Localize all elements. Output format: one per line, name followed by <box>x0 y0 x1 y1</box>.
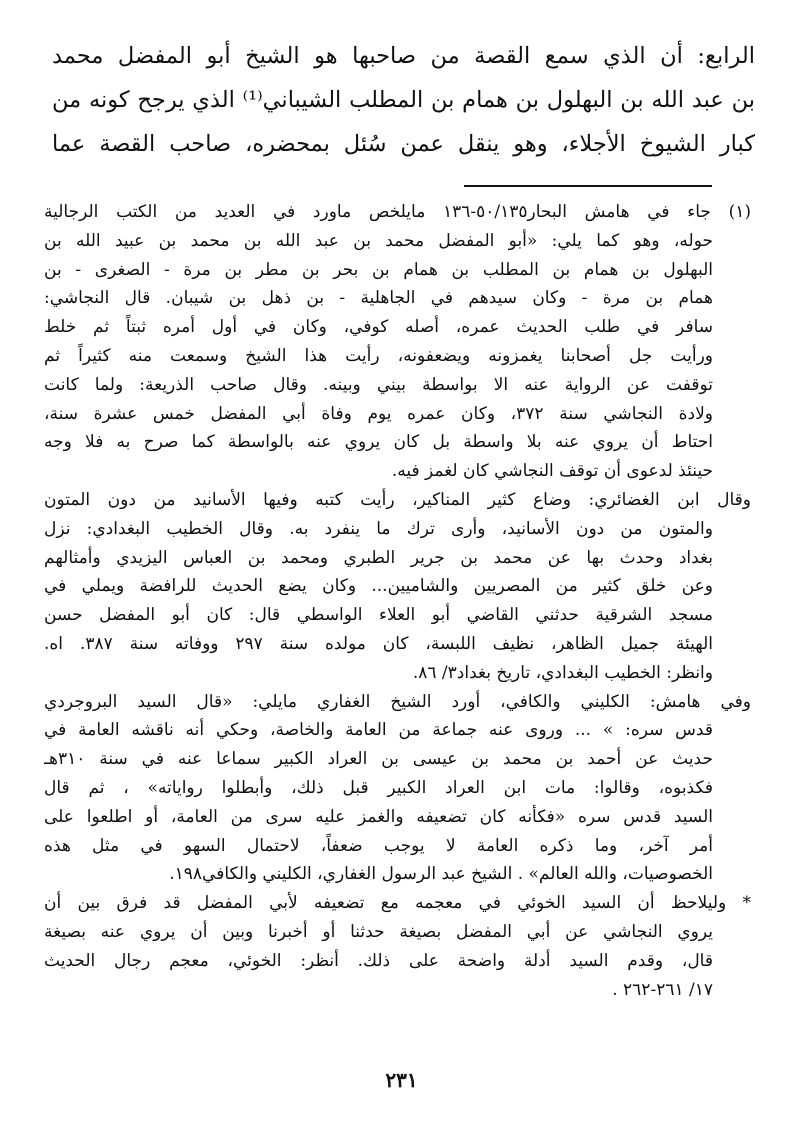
footnote-line: سافر في طلب الحديث عمره، أصله كوفي، وكان في أول أمره ثبتاً ثم خلط <box>44 317 713 338</box>
footnote-line: السيد قدس سره «فكأنه كان تضعيفه والغمز عليه سرى من العامة، أو اطلعوا على <box>44 806 713 827</box>
footnote-line: الهيئة جميل الظاهر، نظيف اللبسة، كان مولده سنة ٢٩٧ ووفاته سنة ٣٨٧. اه. <box>44 633 713 654</box>
footnote-line: حينئذ لدعوى أن توقف النجاشي كان لغمز فيه. <box>391 461 713 482</box>
footnote-line: فكذبوه، وقالوا: مات ابن العراد الكبير قبل ذلك، وأبطلوا رواياته» ، ثم قال <box>44 777 713 798</box>
footnote-marker: (١) <box>728 202 751 222</box>
footnote-line: همام بن مرة - وكان سيدهم في الجاهلية - بن ذهل بن شيبان. قال النجاشي: <box>44 288 713 309</box>
footnote-line: والمتون من دون الأسانيد، وأرى ترك ما ينفرد به. وقال الخطيب البغدادي: نزل <box>44 518 713 539</box>
footnote-line: الخصوصيات، والله العالم» . الشيخ عبد الرسول الغفاري، الكليني والكافي١٩٨. <box>169 864 713 885</box>
main-text-line: الرابع: أن الذي سمع القصة من صاحبها هو الشيخ أبو المفضل محمد <box>52 43 755 69</box>
footnote-line: البهلول بن همام بن المطلب بن همام بن بحر بن مطر بن مرة - الصغرى - بن <box>44 259 713 280</box>
footnote-line: بغداد وحدث بها عن محمد بن جرير الطبري ومحمد بن العباس اليزيدي وأمثالهم <box>44 547 713 568</box>
footnote-line: قدس سره: » ... وروى عنه جماعة من العامة والخاصة، وحكي أنه ناقشه العامة في <box>44 720 713 741</box>
footnote-line: توقفت عن الرواية عنه الا بواسطة بيني وبينه. وقال صاحب الذريعة: ولما كانت <box>44 374 713 395</box>
page-number: ٢٣١ <box>385 1068 418 1092</box>
main-text-line: بن عبد الله بن البهلول بن همام بن المطلب الشيباني⁽¹⁾ الذي يرجح كونه من <box>52 87 755 113</box>
footnote-line: أمر آخر، وما ذكره العامة لا يوجب ضعفاً، لاحتمال السهو في مثل هذه <box>44 835 713 856</box>
footnote-line: وفي هامش: الكليني والكافي، أورد الشيخ الغفاري مايلي: «قال السيد البروجردي <box>44 691 751 712</box>
main-text <box>52 34 755 166</box>
footnote-line: يروي النجاشي عن أبي المفضل بصيغة حدثنا أو أخبرنا وبين أن يروي عنه بصيغة <box>44 921 713 942</box>
footnote-line: مسجد الشرقية حدثني القاضي أبو العلاء الواسطي قال: كان أبو المفضل حسن <box>44 605 713 626</box>
footnote-line <box>44 198 751 227</box>
footnote-line: ولادة النجاشي سنة ٣٧٢، وكان عمره يوم وفاة أبي المفضل خمس عشرة سنة، <box>44 403 713 424</box>
footnote-line: حديث عن أحمد بن محمد بن عيسى بن العراد الكبير سماعا عنه في سنة ٣١٠هـ <box>44 749 713 770</box>
footnote-line: ١٧/ ٢٦١-٢٦٢ . <box>612 979 713 1000</box>
footnote-line: وانظر: الخطيب البغدادي، تاريخ بغداد٣/ ٨٦. <box>412 662 713 683</box>
footnotes <box>44 198 751 1004</box>
footnote-line: احتاط أن يروي عنه بلا واسطة بل كان يروي عنه بالواسطة كما صرح به فلا وجه <box>44 432 713 453</box>
footnote-line: حوله، وهو كما يلي: «أبو المفضل محمد بن عبد الله بن محمد بن عبيد الله بن <box>44 230 713 251</box>
footnote-line: وعن خلق كثير من المصريين والشاميين... وكان يضع الحديث للرافضة ويملي في <box>44 576 713 597</box>
footnote-separator-rule <box>464 185 712 187</box>
footnote-line: وقال ابن الغضائري: وضاع كثير المناكير، رأيت كتبه وفيها الأسانيد من دون المتون <box>44 489 751 510</box>
footnote-line: * وليلاحظ أن السيد الخوئي في معجمه مع تضعيفه لأبي المفضل قد فرق بين أن <box>44 893 751 914</box>
main-text-line: كبار الشيوخ الأجلاء، وهو ينقل عمن سُئل بمحضره، صاحب القصة عما <box>52 131 755 157</box>
footnote-line: قال، وقدم السيد أدلة واضحة على ذلك. أنظر: الخوئي، معجم رجال الحديث <box>44 950 713 971</box>
footnote-first-line: جاء في هامش البحار٥٠/١٣٥-١٣٦ مايلخص ماورد في العديد من الكتب الرجالية <box>44 202 711 222</box>
footnote-line: ورأيت جل أصحابنا يغمزونه ويضعفونه، رأيت هذا الشيخ وسمعت منه كثيراً ثم <box>44 345 713 366</box>
